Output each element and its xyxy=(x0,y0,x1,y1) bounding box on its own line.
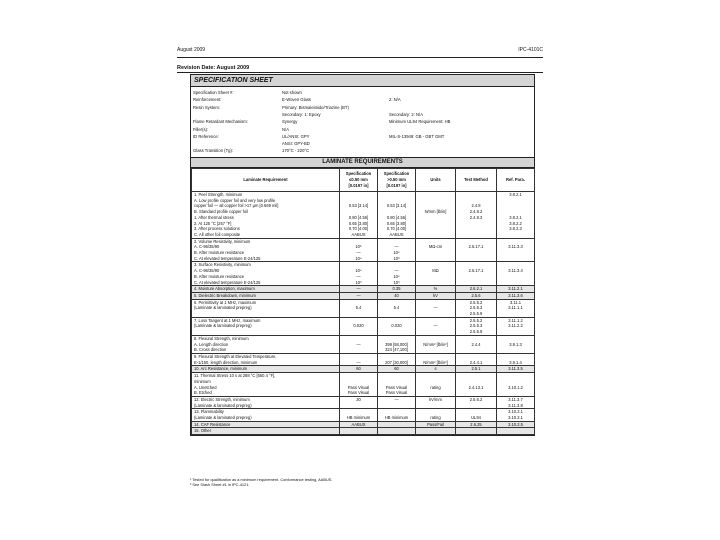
cell-requirement: 5. Dielectric Breakdown, minimum xyxy=(192,292,340,299)
cell-spec-thin: 0.53 [3.14] 0.80 [4.56] 0.65 [3.80] 0.70 [4.00] AABUS xyxy=(340,192,378,239)
cell-spec-thin: — xyxy=(340,286,378,293)
cell-spec-thick: Pass Visual Pass Visual xyxy=(378,373,416,397)
cell-spec-thin: Pass Visual Pass Visual xyxy=(340,373,378,397)
spec-info-value: Secondary: 1: Epoxy xyxy=(282,111,321,117)
spec-info-value: Synergy xyxy=(282,119,298,125)
cell-ref-para: 3.10.2.1 3.10.2.1 xyxy=(497,409,535,421)
table-row xyxy=(192,317,535,335)
cell-spec-thin: 10⁴ — 10³ xyxy=(340,262,378,286)
laminate-table xyxy=(191,168,535,435)
spec-info-label: Glass Transition (Tg): xyxy=(193,148,234,154)
cell-units xyxy=(416,428,456,435)
cell-ref-para: 3.11.3.3 xyxy=(497,238,535,262)
footnotes xyxy=(190,477,533,487)
cell-spec-thick: 0.35 xyxy=(378,286,416,293)
table-row xyxy=(192,373,535,397)
cell-units: % xyxy=(416,286,456,293)
cell-test-method: 2.6.2.1 xyxy=(456,286,497,293)
cell-requirement: 7. Loss Tangent at 1 MHz, maximum (Laminate & laminated prepreg) xyxy=(192,317,340,335)
spec-info-label: Specification Sheet #: xyxy=(193,90,234,95)
cell-ref-para: 3.11.2.1 xyxy=(497,286,535,293)
cell-test-method: UL94 xyxy=(456,409,497,421)
laminate-title: LAMINATE REQUIREMENTS xyxy=(191,157,534,168)
cell-test-method: 2.5.6.2 xyxy=(456,396,497,408)
spec-info-value: Primary: Bismaleimide/Triazine (BT) xyxy=(282,104,349,110)
cell-requirement: 10. Arc Resistance, minimum xyxy=(192,366,340,373)
cell-test-method: 2.4.4.1 xyxy=(456,353,497,365)
spec-info-extra: Minimum UL94 Requirement: HB xyxy=(389,119,451,125)
revision-rule xyxy=(177,72,543,73)
cell-ref-para: 3.9.1.3 xyxy=(497,335,535,353)
spec-info-row xyxy=(193,105,533,110)
table-row xyxy=(192,366,535,373)
spec-info-extra: MIL-S-13949: GB - GBT GMT xyxy=(389,133,445,139)
cell-requirement: 6. Permittivity at 1 MHz, maximum (Laminate & laminated prepreg) xyxy=(192,299,340,317)
table-row xyxy=(192,428,535,435)
cell-ref-para: 3.10.1.2 xyxy=(497,373,535,397)
col-header-spec-thick: Specification >0.50 mm [0.0197 in] xyxy=(378,169,416,192)
cell-units: N/mm² [lb/in²] xyxy=(416,353,456,365)
cell-requirement: 15. Other xyxy=(192,428,340,435)
cell-spec-thick: 0.020 xyxy=(378,317,416,335)
cell-spec-thick: 399 [58,000] 324 [47,100] xyxy=(378,335,416,353)
cell-units: kV/mm xyxy=(416,396,456,408)
cell-requirement: 12. Electric Strength, minimum (Laminate & laminated prepreg) xyxy=(192,396,340,408)
spec-info-row xyxy=(193,148,533,153)
table-row xyxy=(192,286,535,293)
spec-info-row xyxy=(193,119,533,124)
cell-spec-thick: HB minimum xyxy=(378,409,416,421)
cell-ref-para: 3.11.3.7 3.11.3.8 xyxy=(497,396,535,408)
cell-ref-para: 3.11.1.2 3.11.2.2 xyxy=(497,317,535,335)
revision-date: Revision Date: August 2009 xyxy=(177,65,250,71)
cell-spec-thick xyxy=(378,428,416,435)
cell-ref-para: 3.9.1.4 xyxy=(497,353,535,365)
table-row xyxy=(192,353,535,365)
cell-spec-thick: — xyxy=(378,396,416,408)
col-header-test-method: Test Method xyxy=(456,169,497,192)
table-row xyxy=(192,238,535,262)
cell-units: Pass/Fail xyxy=(416,421,456,428)
cell-ref-para: 3.11.1 3.11.1.1 xyxy=(497,299,535,317)
spec-info-value: Not shown xyxy=(282,90,302,95)
cell-spec-thin: 30 xyxy=(340,396,378,408)
cell-requirement: 14. CAF Resistance xyxy=(192,421,340,428)
col-header-ref-para: Ref. Para. xyxy=(497,169,535,192)
spec-info-row xyxy=(193,141,533,146)
table-row xyxy=(192,421,535,428)
spec-info-row xyxy=(193,134,533,139)
table-row xyxy=(192,409,535,421)
cell-requirement: 3. Surface Resistivity, minimum A. C-96/35/90 B. After moisture resistance C. At elevated temperature E-24/125 xyxy=(192,262,340,286)
cell-units: N/mm² [lb/in²] xyxy=(416,335,456,353)
cell-ref-para: 3.11.3.6 xyxy=(497,292,535,299)
cell-spec-thin: 10⁶ — 10⁴ xyxy=(340,238,378,262)
cell-test-method: 2.5.6 xyxy=(456,292,497,299)
spec-info-value: UL/ANSI: GPY xyxy=(282,133,310,139)
cell-spec-thin: 0.020 xyxy=(340,317,378,335)
spec-info-label: Resin System: xyxy=(193,104,220,110)
cell-spec-thick: — 10⁴ 10³ xyxy=(378,262,416,286)
spec-info-label: Filler(s): xyxy=(193,126,209,132)
cell-test-method: 2.6.25 xyxy=(456,421,497,428)
cell-spec-thin: — xyxy=(340,292,378,299)
cell-spec-thin: — xyxy=(340,335,378,353)
spec-sheet-info xyxy=(191,87,534,157)
spec-info-value: N/A xyxy=(282,126,289,132)
cell-requirement: 2. Volume Resistivity, minimum A. C-96/35/90 B. After moisture resistance C. At elevated temperature E-24/125 xyxy=(192,238,340,262)
cell-units: — xyxy=(416,299,456,317)
header-doc-number: IPC-4101C xyxy=(518,47,543,53)
table-row xyxy=(192,299,535,317)
spec-info-label: Reinforcement: xyxy=(193,97,222,103)
cell-requirement: 13. Flammability (Laminate & laminated prepreg) xyxy=(192,409,340,421)
cell-requirement: 11. Thermal Stress 10 s at 288 °C [550.4 °F], minimum A. Unetched B. Etched xyxy=(192,373,340,397)
footnote: ¹ Tested for qualification as a minimum requirement. Conformance testing, AABUS. xyxy=(190,477,333,482)
cell-spec-thin xyxy=(340,428,378,435)
cell-units: rating xyxy=(416,373,456,397)
table-row xyxy=(192,192,535,239)
cell-units: rating xyxy=(416,409,456,421)
header-date: August 2009 xyxy=(177,47,206,53)
spec-info-row xyxy=(193,90,533,95)
cell-ref-para: 3.11.3.5 xyxy=(497,366,535,373)
cell-test-method: 2.4.4 xyxy=(456,335,497,353)
cell-requirement: 1. Peel Strength, minimum A. Low profile copper foil and very low profile copper foil — all copper foil >17 µm [0.669 mil] B. Standard profile copper foil 1. After thermal stress 2. At 125 °C [257 °F] 3. After process solutions C. All other foil composite xyxy=(192,192,340,239)
spec-info-row xyxy=(193,112,533,117)
col-header-spec-thin: Specification ≤0.50 mm [0.0197 in] xyxy=(340,169,378,192)
cell-requirement: 4. Moisture Absorption, maximum xyxy=(192,286,340,293)
footnote: ² See Slash Sheet #1 in IPC-4121. xyxy=(190,482,250,487)
cell-spec-thin: AABUS xyxy=(340,421,378,428)
spec-sheet-box xyxy=(190,74,535,436)
cell-ref-para: 3.11.3.4 xyxy=(497,262,535,286)
cell-test-method: 2.5.5.2 2.5.5.3 2.5.5.9 xyxy=(456,317,497,335)
col-header-requirement: Laminate Requirement xyxy=(192,169,340,192)
spec-info-extra: 2: N/A xyxy=(389,97,401,103)
table-row xyxy=(192,396,535,408)
spec-info-label: ID Reference: xyxy=(193,133,219,139)
cell-requirement: 9. Flexural Strength at Elevated Temperature, E-1/150, length direction, minimum xyxy=(192,353,340,365)
spec-sheet-title: SPECIFICATION SHEET xyxy=(191,75,534,87)
cell-spec-thick: 40 xyxy=(378,292,416,299)
cell-spec-thick xyxy=(378,421,416,428)
cell-test-method: 2.5.1 xyxy=(456,366,497,373)
cell-test-method xyxy=(456,428,497,435)
cell-test-method: 2.5.17.1 xyxy=(456,262,497,286)
cell-test-method: 2.5.5.2 2.5.5.3 2.5.5.9 xyxy=(456,299,497,317)
col-header-units: Units xyxy=(416,169,456,192)
page-header xyxy=(177,47,543,55)
cell-spec-thick: 5.4 xyxy=(378,299,416,317)
cell-spec-thin: 60 xyxy=(340,366,378,373)
header-rule xyxy=(177,57,543,58)
cell-spec-thin: HB minimum xyxy=(340,409,378,421)
table-row xyxy=(192,335,535,353)
cell-test-method: 2.5.17.1 xyxy=(456,238,497,262)
cell-spec-thick: — 10⁴ 10³ xyxy=(378,238,416,262)
cell-units: MΩ xyxy=(416,262,456,286)
specification-document xyxy=(177,40,543,500)
cell-ref-para: 3.10.2.5 xyxy=(497,421,535,428)
spec-info-row xyxy=(193,97,533,102)
cell-spec-thin: — xyxy=(340,353,378,365)
spec-info-extra: Secondary: 2: N/A xyxy=(389,111,423,117)
table-row xyxy=(192,262,535,286)
cell-spec-thin: 5.4 xyxy=(340,299,378,317)
cell-units: N/mm [lb/in] xyxy=(416,192,456,239)
cell-requirement: 8. Flexural Strength, minimum A. Length direction B. Cross direction xyxy=(192,335,340,353)
table-row xyxy=(192,292,535,299)
cell-units: kV xyxy=(416,292,456,299)
cell-ref-para xyxy=(497,428,535,435)
cell-test-method: 2.4.8 2.4.8.2 2.4.8.3 xyxy=(456,192,497,239)
cell-ref-para: 3.8.2.1 3.8.2.1 3.8.2.2 3.8.2.3 xyxy=(497,192,535,239)
cell-spec-thick: 60 xyxy=(378,366,416,373)
cell-units: s xyxy=(416,366,456,373)
spec-info-label: Flame Retardant Mechanism: xyxy=(193,119,248,125)
spec-info-value: E-Woven Glass xyxy=(282,97,312,103)
spec-info-value: 170°C - 220°C xyxy=(282,148,310,154)
cell-spec-thick: 207 [30,000] xyxy=(378,353,416,365)
cell-units: MΩ-cm xyxy=(416,238,456,262)
cell-spec-thick: 0.53 [3.14] 0.80 [4.56] 0.65 [3.80] 0.70 [4.00] AABUS xyxy=(378,192,416,239)
spec-info-row xyxy=(193,127,533,132)
spec-info-value: ANSI: GPY-BD xyxy=(282,141,310,147)
cell-test-method: 2.4.13.1 xyxy=(456,373,497,397)
cell-units: — xyxy=(416,317,456,335)
